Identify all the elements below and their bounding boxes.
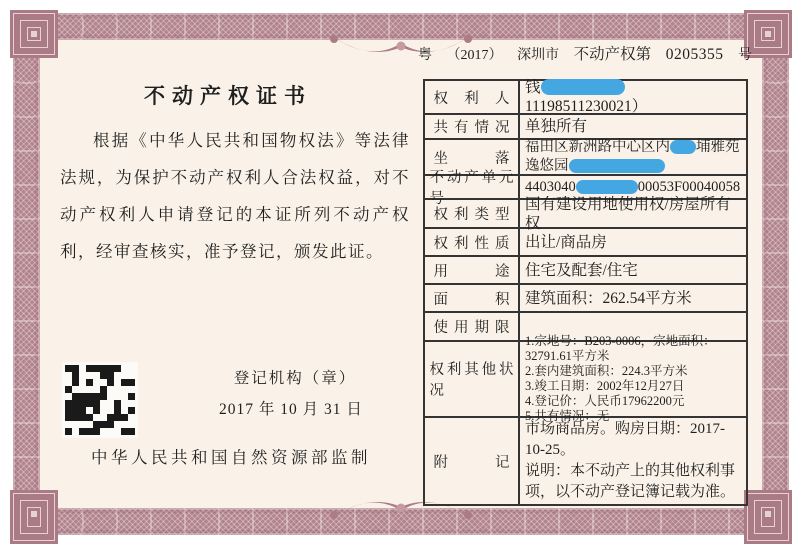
row-value (525, 419, 741, 503)
row-label-cell (425, 115, 520, 138)
row-value (525, 289, 741, 308)
row-value (525, 117, 741, 136)
row-value (525, 78, 741, 116)
header-year: （2017） (446, 48, 503, 63)
table-row-6 (425, 229, 746, 257)
value-text: 建筑面积：262.54平方米 (525, 289, 692, 307)
value-text: 国有建设用地使用权/房屋所有权 (525, 195, 731, 232)
table-row-7 (425, 257, 746, 285)
row-label: 权利类型 (433, 207, 510, 224)
row-label-cell (425, 285, 520, 311)
row-value (525, 138, 741, 176)
property-details-table (423, 79, 748, 506)
header-cert-label: 不动产权第 (573, 46, 652, 63)
value-text: 单独所有 (525, 118, 588, 136)
border-left (13, 35, 40, 513)
row-label-cell (425, 257, 520, 283)
row-label: 共有情况 (433, 120, 510, 137)
certificate-body-text: 根据《中华人民共和国物权法》等法律法规，为保护不动产权利人合法权益，对不动产权利人申请登记的本证所列不动产权利，经审查核实，准予登记，颁发此证。 (60, 131, 410, 261)
table-row-5 (425, 195, 746, 232)
row-value-cell (520, 229, 746, 255)
value-line: 说明：本不动产上的其他权利事项，以不动产登记簿记载为准。 (525, 463, 736, 500)
value-text: 4403040 (525, 178, 576, 195)
redaction-blob (569, 159, 665, 173)
value-line: 3.竣工日期：2002年12月27日 (525, 379, 685, 393)
header-suffix: 号 (738, 48, 752, 63)
row-label-cell (425, 342, 520, 416)
table-row-2 (425, 115, 746, 140)
redaction-blob (670, 140, 696, 154)
issuing-authority: 中华人民共和国自然资源部监制 (91, 448, 371, 467)
row-label: 权利其他状况 (429, 362, 514, 399)
row-label-cell (425, 170, 520, 208)
row-value-cell (520, 81, 746, 113)
row-label-cell (425, 229, 520, 255)
row-value-cell (520, 418, 746, 504)
value-line: 5.共有情况：无 (525, 409, 610, 423)
value-text: 钱 (525, 79, 541, 96)
row-value-cell (520, 334, 746, 423)
header-province: 粤 (418, 48, 432, 63)
table-row-1 (425, 81, 746, 115)
row-label: 附记 (433, 454, 510, 471)
value-text: 11198511230021） (525, 98, 648, 115)
row-value-cell (520, 285, 746, 311)
value-text: 00053F00040058 (637, 178, 741, 195)
border-corner-top-left (10, 10, 58, 58)
value-line: 2.套内建筑面积：224.3平方米 (525, 364, 688, 378)
row-label: 坐落 (433, 150, 510, 167)
redaction-blob (576, 180, 638, 194)
value-text: 埔雅苑逸悠园 (525, 139, 740, 175)
row-label: 权利人 (433, 90, 510, 107)
row-value (525, 195, 741, 233)
row-value-cell (520, 195, 746, 232)
value-text: 住宅及配套/住宅 (525, 261, 638, 279)
row-label: 用途 (433, 263, 510, 280)
row-label-cell (425, 81, 520, 113)
border-right (762, 35, 789, 513)
table-row-8 (425, 285, 746, 313)
certificate-title: 不动产权证书 (144, 84, 312, 108)
issuer-label: 登记机构（章） (233, 370, 357, 387)
issue-date: 2017 年 10 月 31 日 (219, 401, 363, 418)
value-line: 1.宗地号：B203-0006，宗地面积：32791.61平方米 (525, 334, 716, 363)
row-label-cell (425, 200, 520, 227)
row-label-cell (425, 313, 520, 340)
row-label: 使用期限 (433, 320, 510, 337)
border-corner-bottom-left (10, 490, 58, 544)
qr-code-icon (62, 362, 138, 438)
table-row-11 (425, 418, 746, 504)
row-value-cell (520, 257, 746, 283)
value-line: 市场商品房。购房日期：2017-10-25。 (525, 421, 725, 458)
value-text: 福田区新洲路中心区内 (525, 139, 670, 156)
row-label: 不动产单元号 (429, 170, 514, 208)
value-line: 4.登记价：人民币17962200元 (525, 394, 685, 408)
row-value (525, 261, 741, 280)
border-corner-bottom-right (744, 490, 792, 544)
header-city: 深圳市 (517, 48, 560, 63)
row-label: 权利性质 (433, 235, 510, 252)
row-value-cell (520, 115, 746, 138)
row-label: 面积 (433, 291, 510, 308)
table-row-10 (425, 334, 746, 423)
value-text: 出让/商品房 (525, 233, 607, 251)
row-value (525, 233, 741, 252)
certificate-number-line (418, 42, 752, 64)
row-value-cell (520, 140, 746, 174)
row-value (525, 334, 741, 424)
row-label-cell (425, 418, 520, 504)
header-cert-number: 0205355 (665, 46, 724, 63)
redaction-blob (541, 79, 625, 95)
